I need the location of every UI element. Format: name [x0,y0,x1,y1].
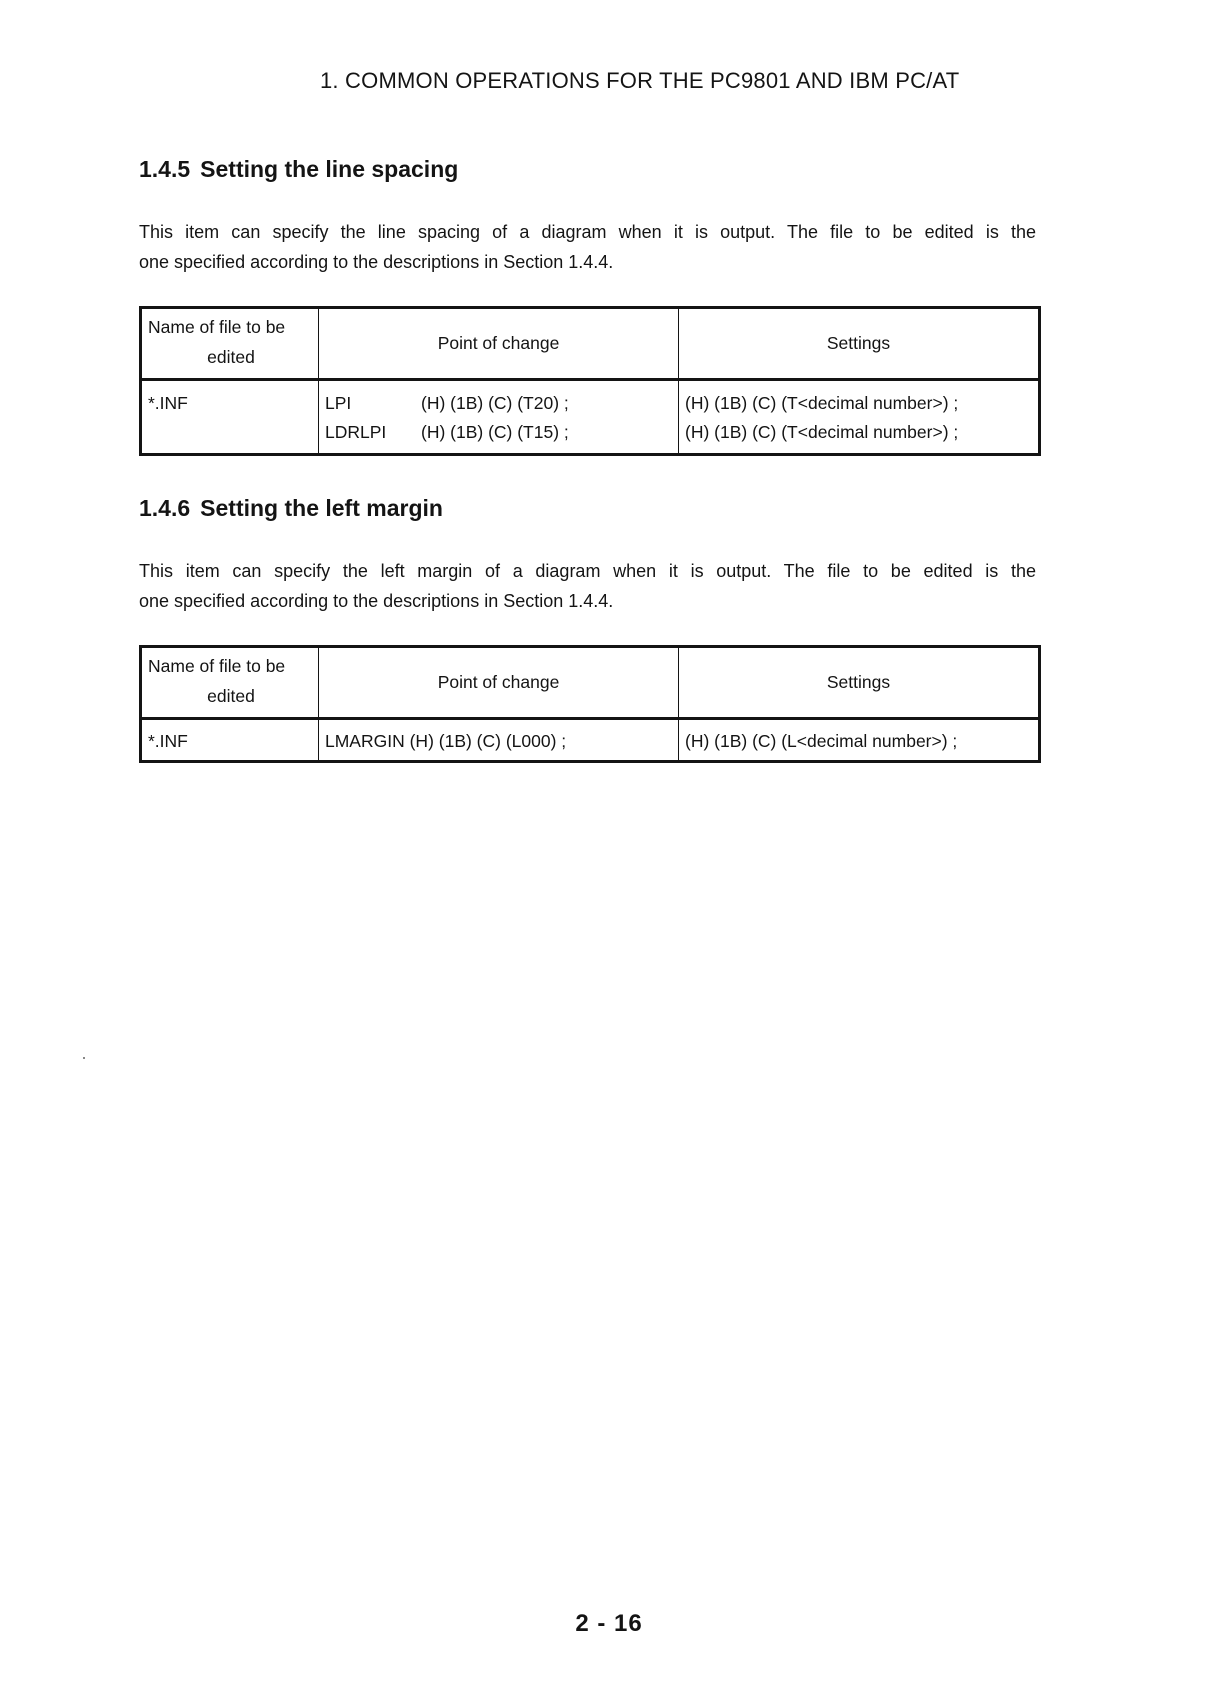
table-header-row [141,308,1040,380]
scan-speck [83,1057,85,1059]
setting-line: (H) (1B) (C) (L<decimal number>) ; [685,731,958,751]
section-paragraph [139,217,1036,277]
settings-cell [679,380,1040,455]
settings-cell [679,719,1040,762]
header-file-line: Name of file to be [148,317,286,337]
header-file-line: edited [207,686,255,706]
left-margin-table [139,645,1041,763]
file-name-cell [141,380,319,455]
header-settings: Settings [679,308,1040,380]
header-point-of-change: Point of change [319,308,679,380]
section-heading-left-margin [139,495,443,522]
page-number: 2 - 16 [575,1610,643,1637]
parameter-value: (H) (1B) (C) (T15) ; [421,422,569,442]
header-file-name [141,647,319,719]
paragraph-line: one specified according to the descriptions in Section 1.4.4. [139,252,614,272]
point-of-change-cell [319,719,679,762]
section-title: Setting the left margin [200,495,443,521]
header-point-of-change: Point of change [319,647,679,719]
setting-line: (H) (1B) (C) (T<decimal number>) ; [685,393,959,413]
table-row [141,719,1040,762]
point-line [319,418,678,447]
point-line [319,727,678,756]
section-title: Setting the line spacing [200,156,459,182]
file-name: *.INF [148,393,188,413]
parameter-value: (H) (1B) (C) (L000) ; [409,731,567,751]
paragraph-line: This item can specify the left margin of a diagram when it is output. The file to be edited is the [139,561,1036,581]
header-settings: Settings [679,647,1040,719]
paragraph-line: one specified according to the descriptions in Section 1.4.4. [139,591,614,611]
parameter-key: LMARGIN [325,731,405,751]
point-line [319,389,678,418]
header-file-name [141,308,319,380]
line-spacing-table [139,306,1041,456]
section-paragraph [139,556,1036,616]
parameter-value: (H) (1B) (C) (T20) ; [421,393,569,413]
section-number: 1.4.5 [139,156,191,182]
paragraph-line: This item can specify the line spacing of a diagram when it is output. The file to be edited is the [139,222,1036,242]
table-header-row [141,647,1040,719]
header-file-line: edited [207,347,255,367]
file-name: *.INF [148,731,188,751]
section-heading-line-spacing [139,156,458,183]
section-number: 1.4.6 [139,495,191,521]
point-of-change-cell [319,380,679,455]
parameter-key: LPI [325,393,352,413]
running-header: 1. COMMON OPERATIONS FOR THE PC9801 AND IBM PC/AT [320,68,960,93]
file-name-cell [141,719,319,762]
parameter-key: LDRLPI [325,422,387,442]
setting-line: (H) (1B) (C) (T<decimal number>) ; [685,422,959,442]
header-file-line: Name of file to be [148,656,286,676]
table-row [141,380,1040,455]
